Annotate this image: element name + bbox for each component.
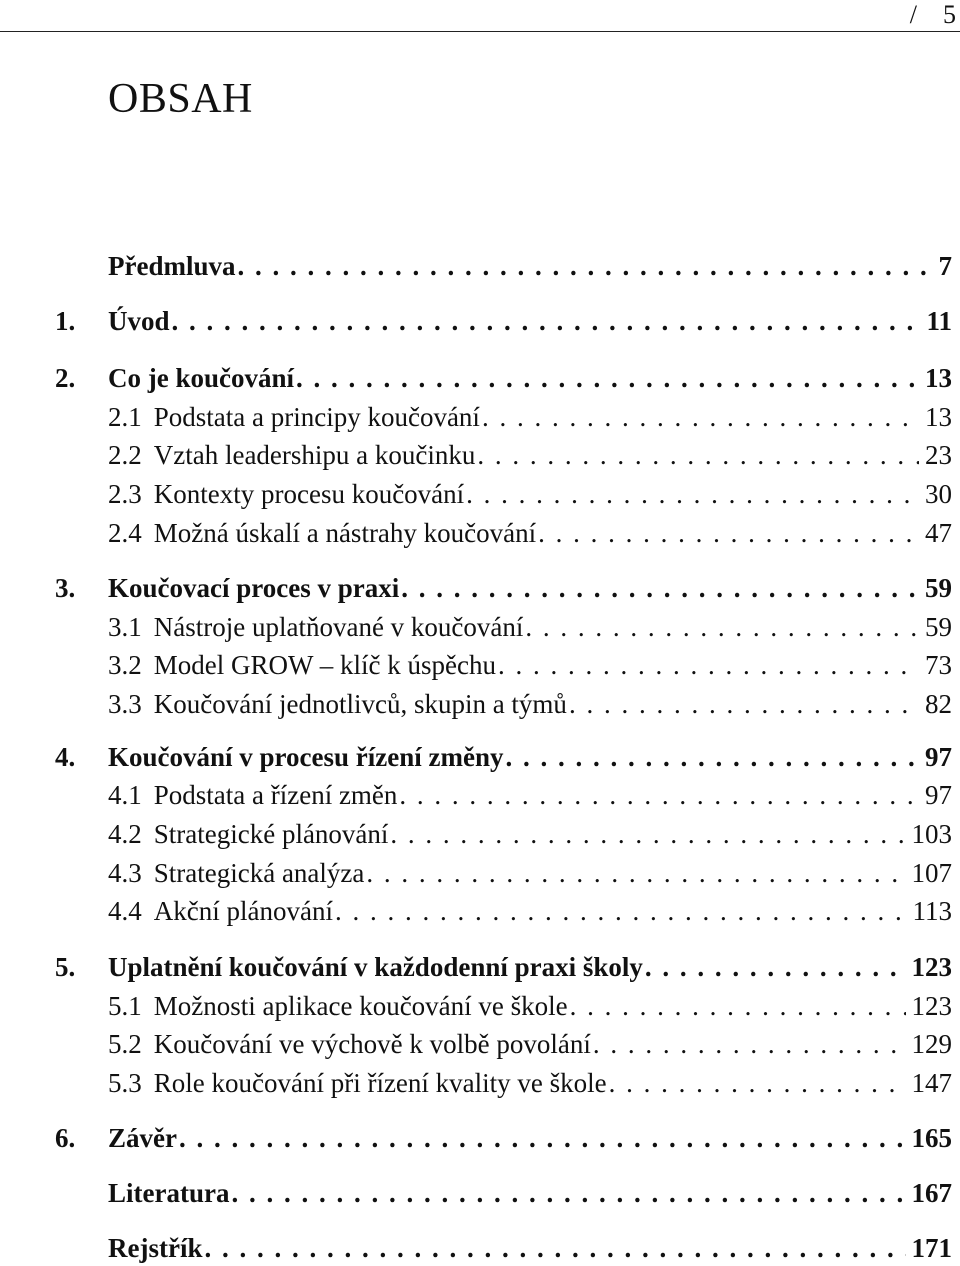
toc-entry-title: Co je koučování [108, 363, 295, 393]
section-number: 2.4 [108, 518, 142, 548]
toc-page-number: 7 [938, 251, 952, 281]
dot-leader [477, 437, 919, 473]
toc-page-number: 113 [912, 896, 952, 926]
toc-entry-title: Možnosti aplikace koučování ve škole [153, 991, 568, 1021]
chapter-number: 3. [55, 573, 76, 603]
dot-leader [366, 855, 905, 891]
dot-leader [505, 739, 919, 775]
dot-leader [179, 1120, 906, 1156]
dot-leader [609, 1065, 906, 1101]
toc-entry[interactable] [0, 437, 960, 473]
toc-entry[interactable] [0, 1065, 960, 1101]
toc-page-number: 23 [925, 440, 952, 470]
dot-leader [172, 303, 921, 339]
toc-page-number: 30 [925, 479, 952, 509]
toc-entry-title: Vztah leadershipu a koučinku [153, 440, 476, 470]
page-title: OBSAH [108, 76, 253, 122]
toc-page-number: 82 [925, 689, 952, 719]
dot-leader [238, 248, 933, 284]
toc-entry-title: Podstata a principy koučování [153, 402, 480, 432]
toc-page-number: 59 [925, 612, 952, 642]
toc-entry-title: Nástroje uplatňované v koučování [153, 612, 524, 642]
toc-entry-line [108, 777, 952, 813]
toc-entry-line [108, 1230, 952, 1266]
toc-entry-line [108, 647, 952, 683]
toc-page-number: 123 [911, 991, 952, 1021]
toc-entry-title: Rejstřík [108, 1233, 203, 1263]
toc-entry-title: Literatura [108, 1178, 230, 1208]
dot-leader [335, 893, 907, 929]
toc-entry-title: Koučovací proces v praxi [108, 573, 400, 603]
toc-entry-line [108, 609, 952, 645]
toc-entry-line [108, 437, 952, 473]
dot-leader [593, 1026, 906, 1062]
toc-entry-line [108, 1175, 952, 1211]
dot-leader [204, 1230, 905, 1266]
section-number: 3.1 [108, 612, 142, 642]
section-number: 2.3 [108, 479, 142, 509]
dot-leader [538, 515, 919, 551]
toc-entry-title: Strategické plánování [153, 819, 389, 849]
chapter-number: 5. [55, 952, 76, 982]
chapter-number: 2. [55, 363, 76, 393]
toc-entry[interactable] [0, 248, 960, 284]
toc-entry-title: Model GROW – klíč k úspěchu [153, 650, 496, 680]
section-number: 2.1 [108, 402, 142, 432]
page-number: / 5 [909, 0, 956, 29]
toc-entry-line [108, 1026, 952, 1062]
toc-entry[interactable] [0, 1120, 960, 1156]
toc-entry-line [108, 570, 952, 606]
toc-entry[interactable] [0, 949, 960, 985]
toc-entry-line [108, 1065, 952, 1101]
toc-entry-line [108, 476, 952, 512]
section-number: 5.2 [108, 1029, 142, 1059]
toc-entry-line [108, 893, 952, 929]
toc-entry-line [108, 360, 952, 396]
toc-entry-title: Předmluva [108, 251, 236, 281]
toc-entry[interactable] [0, 739, 960, 775]
section-number: 4.3 [108, 858, 142, 888]
section-number: 2.2 [108, 440, 142, 470]
toc-entry[interactable] [0, 647, 960, 683]
toc-entry[interactable] [0, 1026, 960, 1062]
dot-leader [525, 609, 919, 645]
dot-leader [231, 1175, 905, 1211]
toc-page-number: 13 [925, 402, 952, 432]
toc-entry-title: Strategická analýza [153, 858, 365, 888]
toc-entry[interactable] [0, 855, 960, 891]
dot-leader [569, 686, 919, 722]
dot-leader [645, 949, 906, 985]
toc-entry-line [108, 988, 952, 1024]
toc-entry[interactable] [0, 360, 960, 396]
toc-entry-line [108, 816, 952, 852]
toc-entry[interactable] [0, 1230, 960, 1266]
section-number: 3.2 [108, 650, 142, 680]
toc-page-number: 73 [925, 650, 952, 680]
toc-entry-line [108, 303, 952, 339]
section-number: 5.3 [108, 1068, 142, 1098]
toc-entry-title: Role koučování při řízení kvality ve škole [153, 1068, 607, 1098]
dot-leader [401, 570, 919, 606]
toc-entry-title: Akční plánování [153, 896, 333, 926]
toc-entry[interactable] [0, 476, 960, 512]
toc-entry-title: Koučování v procesu řízení změny [108, 742, 504, 772]
toc-entry-line [108, 399, 952, 435]
toc-page-number: 103 [911, 819, 952, 849]
toc-entry-title: Uplatnění koučování v každodenní praxi školy [108, 952, 643, 982]
toc-page-number: 59 [925, 573, 952, 603]
toc-entry[interactable] [0, 515, 960, 551]
section-number: 3.3 [108, 689, 142, 719]
toc-entry[interactable] [0, 1175, 960, 1211]
toc-entry[interactable] [0, 777, 960, 813]
toc-entry-line [108, 1120, 952, 1156]
toc-entry-title: Koučování ve výchově k volbě povolání [153, 1029, 591, 1059]
toc-page-number: 129 [911, 1029, 952, 1059]
toc-entry-title: Podstata a řízení změn [153, 780, 398, 810]
toc-entry-line [108, 686, 952, 722]
toc-entry[interactable] [0, 570, 960, 606]
toc-page-number: 107 [911, 858, 952, 888]
toc-entry[interactable] [0, 609, 960, 645]
toc-page-number: 13 [925, 363, 952, 393]
toc-page-number: 123 [911, 952, 952, 982]
toc-page-number: 47 [925, 518, 952, 548]
toc-entry-title: Kontexty procesu koučování [153, 479, 465, 509]
dot-leader [399, 777, 919, 813]
toc-entry[interactable] [0, 816, 960, 852]
dot-leader [390, 816, 905, 852]
toc-entry-title: Koučování jednotlivců, skupin a týmů [153, 689, 567, 719]
toc-entry[interactable] [0, 893, 960, 929]
dot-leader [296, 360, 919, 396]
toc-page-number: 97 [925, 780, 952, 810]
toc-page-number: 171 [911, 1233, 952, 1263]
chapter-number: 1. [55, 306, 76, 336]
toc-page-number: 167 [911, 1178, 952, 1208]
toc-entry[interactable] [0, 399, 960, 435]
toc-entry[interactable] [0, 303, 960, 339]
toc-entry-line [108, 739, 952, 775]
section-number: 4.1 [108, 780, 142, 810]
chapter-number: 4. [55, 742, 76, 772]
toc-entry-line [108, 248, 952, 284]
toc-entry[interactable] [0, 988, 960, 1024]
section-number: 4.2 [108, 819, 142, 849]
dot-leader [570, 988, 906, 1024]
toc-page-number: 11 [926, 306, 952, 336]
chapter-number: 6. [55, 1123, 76, 1153]
dot-leader [498, 647, 919, 683]
toc-entry-title: Závěr [108, 1123, 177, 1153]
section-number: 4.4 [108, 896, 142, 926]
dot-leader [466, 476, 919, 512]
toc-entry[interactable] [0, 686, 960, 722]
toc-page-number: 147 [911, 1068, 952, 1098]
toc-entry-line [108, 515, 952, 551]
toc-page-number: 165 [911, 1123, 952, 1153]
dot-leader [482, 399, 919, 435]
toc-page-number: 97 [925, 742, 952, 772]
toc-entry-title: Úvod [108, 306, 170, 336]
toc-entry-line [108, 949, 952, 985]
toc-entry-line [108, 855, 952, 891]
toc-entry-title: Možná úskalí a nástrahy koučování [153, 518, 537, 548]
section-number: 5.1 [108, 991, 142, 1021]
